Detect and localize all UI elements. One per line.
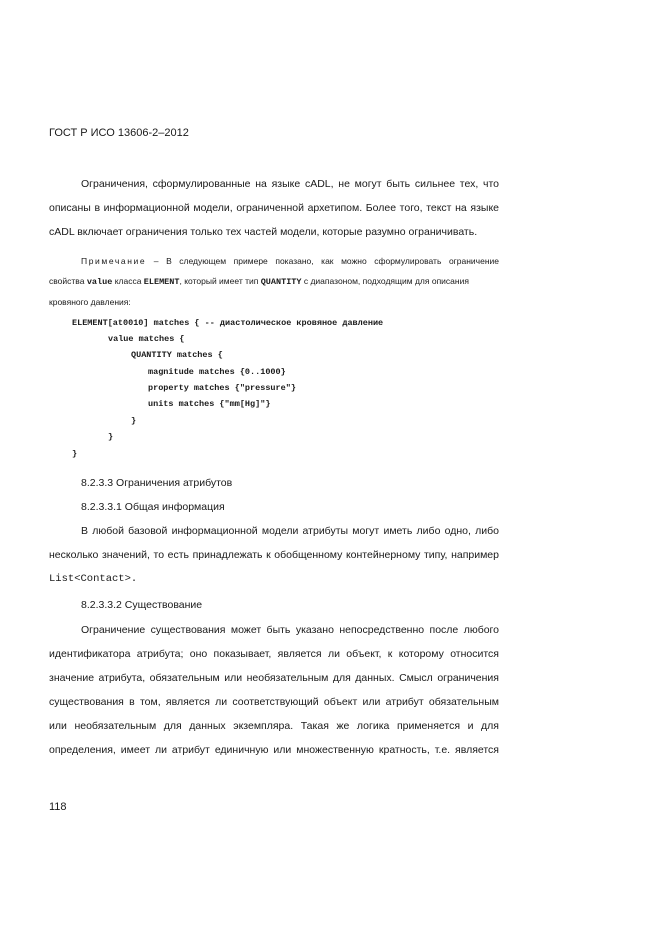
text-line: описаны в информационной модели, ограниченной архетипом. Более того, текст на языке: [49, 202, 499, 214]
inline-code: QUANTITY: [260, 277, 302, 287]
code-line: ELEMENT[at0010] matches { -- диастолическое кровяное давление: [72, 318, 384, 328]
text-line: Ограничения, сформулированные на языке cADL, не могут быть сильнее тех, что: [81, 178, 499, 190]
text-line: несколько значений, то есть принадлежать к обобщенному контейнерному типу, например: [49, 549, 499, 561]
text-line: существования в том, является ли соответствующий объект или атрибут обязательным: [49, 696, 499, 708]
note-line: [49, 276, 499, 287]
note-line: кровяного давления:: [49, 297, 131, 307]
code-line: magnitude matches {0..1000}: [148, 367, 286, 377]
section-heading: 8.2.3.3.2 Существование: [81, 599, 203, 611]
code-line: }: [108, 432, 114, 442]
note-text: , который имеет тип: [179, 276, 261, 286]
note-text: с диапазоном, подходящим для описания: [301, 276, 469, 286]
code-line: units matches {"mm[Hg]"}: [148, 399, 271, 409]
inline-code: value: [86, 277, 113, 287]
code-line: property matches {"pressure"}: [148, 383, 296, 393]
text-line: значение атрибута, обязательным или необязательным для данных. Смысл ограничения: [49, 672, 499, 684]
code-line: value matches {: [108, 334, 185, 344]
note-text: – В следующем примере показано, как можно сформулировать ограничение: [153, 256, 499, 266]
text-line: List<Contact>.: [49, 573, 138, 585]
text-line: cADL включает ограничения только тех частей модели, которые разумно ограничивать.: [49, 226, 478, 238]
note-text: свойства: [49, 276, 87, 286]
document-header: ГОСТ Р ИСО 13606-2–2012: [49, 127, 189, 139]
inline-code: ELEMENT: [143, 277, 180, 287]
code-line: QUANTITY matches {: [131, 350, 223, 360]
text-line: В любой базовой информационной модели атрибуты могут иметь либо одно, либо: [81, 525, 499, 537]
section-heading: 8.2.3.3.1 Общая информация: [81, 501, 225, 513]
page-number: 118: [49, 801, 67, 813]
section-heading: 8.2.3.3 Ограничения атрибутов: [81, 477, 233, 489]
text-line: Ограничение существования может быть указано непосредственно после любого: [81, 624, 499, 636]
code-line: }: [131, 416, 137, 426]
note-line: [49, 256, 499, 266]
text-line: идентификатора атрибута; оно показывает, является ли объект, к которому относится: [49, 648, 499, 660]
code-line: }: [72, 449, 78, 459]
text-line: или необязательным для данных экземпляра. Такая же логика применяется и для: [49, 720, 499, 732]
text-line: определения, имеет ли атрибут единичную или множественную кратность, т.е. является: [49, 744, 499, 756]
note-label: Примечание: [81, 256, 147, 266]
note-text: класса: [112, 276, 144, 286]
